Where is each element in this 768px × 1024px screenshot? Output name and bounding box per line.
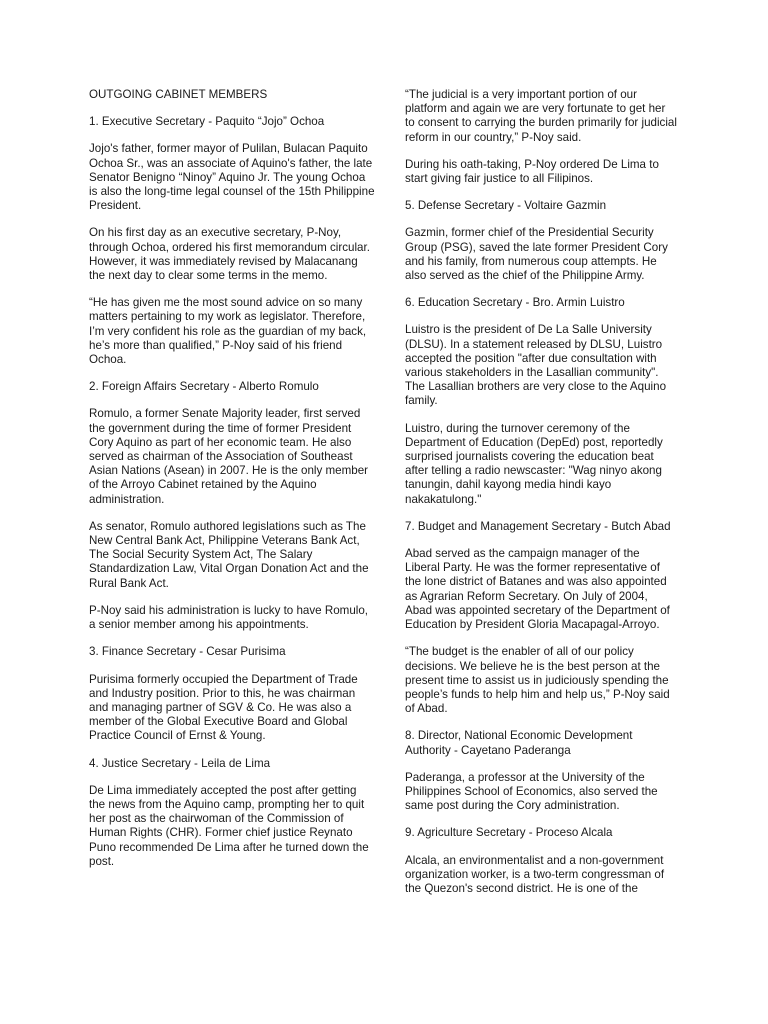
document-title: OUTGOING CABINET MEMBERS: [89, 88, 268, 101]
section-heading: 7. Budget and Management Secretary - Butch Abad: [405, 519, 671, 533]
body-paragraph: Alcala, an environmentalist and a non-government organization worker, is a two-term congressman of the Quezon's second district. He is one of the: [405, 853, 665, 895]
section-heading: 8. Director, National Economic Development Authority - Cayetano Paderanga: [405, 729, 633, 757]
body-paragraph: Gazmin, former chief of the Presidential Security Group (PSG), saved the late former President Cory and his family, from numerous coup attempts. He also served as the chief of the Philippine Army.: [405, 226, 668, 283]
quote-paragraph: “The budget is the enabler of all of our policy decisions. We believe he is the best person at the present time to assist us in judiciously spending the people’s funds to help him and help us,” P-Noy said of Abad.: [405, 645, 670, 716]
body-paragraph: During his oath-taking, P-Noy ordered De Lima to start giving fair justice to all Filipinos.: [405, 157, 659, 186]
body-paragraph: Jojo's father, former mayor of Pulilan, Bulacan Paquito Ochoa Sr., was an associate of Aquino's father, the late Senator Benigno “Ninoy” Aquino Jr. The young Ochoa is also the long-time legal counsel of the 15th Philippine President.: [89, 142, 375, 213]
right-column: [405, 88, 677, 909]
section-heading: 6. Education Secretary - Bro. Armin Luistro: [405, 296, 625, 310]
body-paragraph: Purisima formerly occupied the Department of Trade and Industry position. Prior to this, he was chairman and managing partner of SGV & Co. He was also a member of the Global Executive Board and Global Practice Council of Ernst & Young.: [89, 672, 358, 743]
quote-paragraph: “He has given me the most sound advice on so many matters pertaining to my work as legislator. Therefore, I’m very confident his role as the guardian of my back, he’s more than qualified,” P-Noy said of his friend Ochoa.: [89, 296, 367, 367]
section-heading: 4. Justice Secretary - Leila de Lima: [89, 756, 271, 770]
section-heading: 2. Foreign Affairs Secretary - Alberto Romulo: [89, 380, 319, 394]
body-paragraph: On his first day as an executive secretary, P-Noy, through Ochoa, ordered his first memorandum circular. However, it was immediately revised by Malacanang the next day to clear some terms in the memo.: [89, 226, 370, 283]
body-paragraph: P-Noy said his administration is lucky to have Romulo, a senior member among his appointments.: [89, 603, 369, 632]
body-paragraph: De Lima immediately accepted the post after getting the news from the Aquino camp, prompting her to quit her post as the chairwoman of the Commission of Human Rights (CHR). Former chief justice Reynato Puno recommended De Lima after he turned down the post.: [89, 783, 369, 868]
body-paragraph: Luistro is the president of De La Salle University (DLSU). In a statement released by DLSU, Luistro accepted the position "after due consultation with various stakeholders in the Lasallian community". The Lasallian brothers are very close to the Aquino family.: [405, 323, 667, 408]
section-heading: 9. Agriculture Secretary - Proceso Alcala: [405, 826, 613, 840]
body-paragraph: As senator, Romulo authored legislations such as The New Central Bank Act, Philippine Veterans Bank Act, The Social Security System Act, The Salary Standardization Law, Vital Organ Donation Act and the Rural Bank Act.: [89, 519, 369, 590]
body-paragraph: Paderanga, a professor at the University of the Philippines School of Economics, also served the same post during the Cory administration.: [405, 770, 658, 813]
quote-paragraph: “The judicial is a very important portion of our platform and again we are very fortunate to get her to consent to carrying the burden primarily for judicial reform in our country,” P-Noy said.: [405, 88, 677, 144]
section-heading: 5. Defense Secretary - Voltaire Gazmin: [405, 199, 607, 213]
body-paragraph: Luistro, during the turnover ceremony of the Department of Education (DepEd) post, reportedly surprised journalists covering the education beat after telling a radio newscaster: "Wag ninyo akong tanungin, dahil kayong media hindi kayo nakakatulong.": [405, 421, 663, 506]
body-paragraph: Abad served as the campaign manager of the Liberal Party. He was the former representative of the lone district of Batanes and was also appointed as Agrarian Reform Secretary. On July of 2004, Abad was appointed secretary of the Department of Education by President Gloria Macapagal-Arroyo.: [405, 547, 670, 632]
section-heading: 3. Finance Secretary - Cesar Purisima: [89, 645, 286, 659]
section-heading: 1. Executive Secretary - Paquito “Jojo” Ochoa: [89, 115, 325, 129]
left-column: [89, 88, 375, 882]
body-paragraph: Romulo, a former Senate Majority leader, first served the government during the time of former President Cory Aquino as part of her economic team. He also served as chairman of the Association of Southeast Asian Nations (Asean) in 2007. He is the only member of the Arroyo Cabinet retained by the Aquino administration.: [89, 407, 369, 506]
